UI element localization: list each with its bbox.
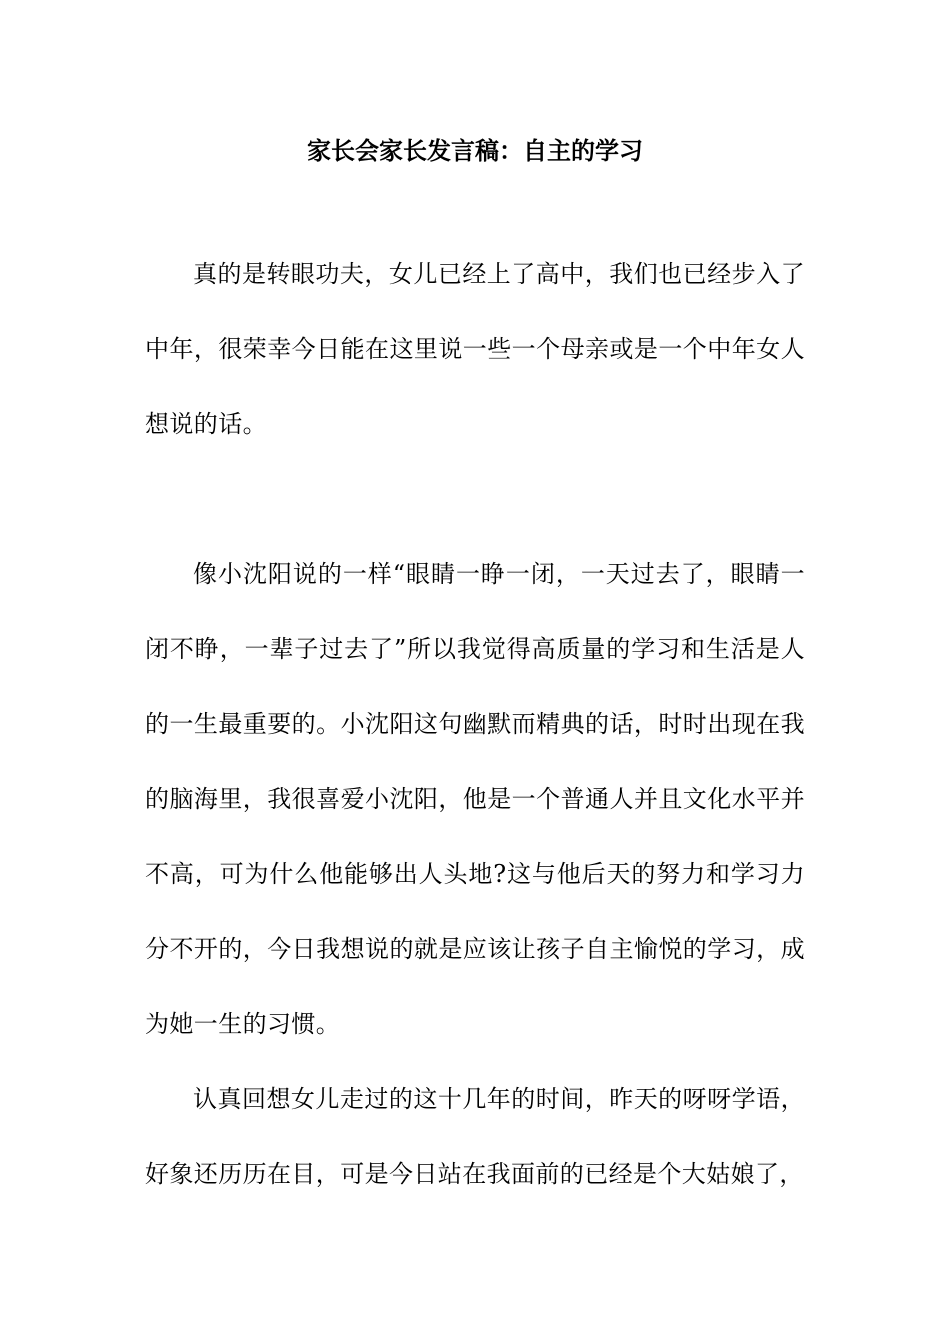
document-title: 家长会家长发言稿：自主的学习: [307, 137, 643, 165]
paragraph-2: 像小沈阳说的一样“眼睛一睁一闭，一天过去了，眼睛一闭不睁，一辈子过去了”所以我觉得高质量的学习和生活是人的一生最重要的。小沈阳这句幽默而精典的话，时时出现在我的脑海里，我很喜爱小沈阳，他是一个普通人并且文化水平并不高，可为什么他能够出人头地?这与他后天的努力和学习力分不开的，今日我想说的就是应该让孩子自主愉悦的学习，成为她一生的习惯。: [145, 560, 805, 1038]
paragraph-3: 认真回想女儿走过的这十几年的时间，昨天的呀呀学语，好象还历历在目，可是今日站在我面前的已经是个大姑娘了，: [145, 1085, 805, 1188]
paragraph-1: 真的是转眼功夫，女儿已经上了高中，我们也已经步入了中年，很荣幸今日能在这里说一些一个母亲或是一个中年女人想说的话。: [145, 260, 805, 438]
